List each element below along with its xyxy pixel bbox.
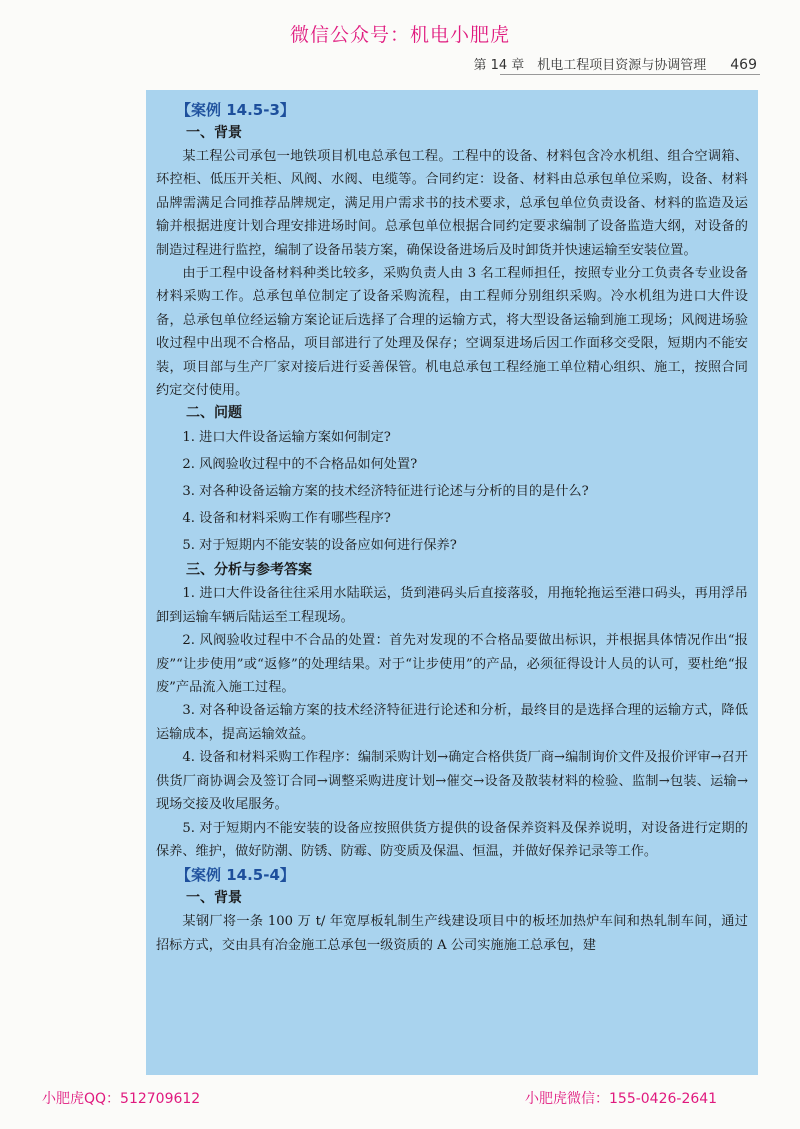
question-item: 4. 设备和材料采购工作有哪些程序? — [182, 510, 391, 526]
footer-wechat: 小肥虎微信：155-0426-2641 — [525, 1091, 718, 1107]
panel-content — [156, 98, 748, 957]
answer-paragraph: 2. 风阀验收过程中不合品的处置：首先对发现的不合格品要做出标识，并根据具体情况作出“报废”“让步使用”或“返修”的处理结果。对于“让步使用”的产品，必须征得设计人员的认可，要杜绝“报废”产品流入施工过程。 — [156, 633, 748, 696]
question-item: 3. 对各种设备运输方案的技术经济特征进行论述与分析的目的是什么? — [182, 484, 589, 500]
paragraph: 由于工程中设备材料种类比较多，采购负责人由 3 名工程师担任，按照专业分工负责各专业设备材料采购工作。总承包单位制定了设备采购流程，由工程师分别组织采购。冷水机组为进口大件设备，总承包单位经运输方案论证后选择了合理的运输方式，将大型设备运输到施工现场；风阀进场验收过程中出现不合格品，项目部进行了处理及保存；空调泵进场后因工作面移交受限，短期内不能安装，项目部与生产厂家对接后进行妥善保管。机电总承包工程经施工单位精心组织、施工，按照合同约定交付使用。 — [156, 266, 748, 399]
page-number: 469 — [730, 57, 757, 73]
section-heading: 一、背景 — [186, 125, 242, 141]
watermark-top: 微信公众号：机电小肥虎 — [289, 24, 510, 46]
paragraph: 某钢厂将一条 100 万 t/ 年宽厚板轧制生产线建设项目中的板坯加热炉车间和热轧制车间，通过招标方式，交由具有冶金施工总承包一级资质的 A 公司实施施工总承包，建 — [156, 914, 748, 953]
footer-qq: 小肥虎QQ：512709612 — [42, 1091, 201, 1107]
answer-paragraph: 5. 对于短期内不能安装的设备应按照供货方提供的设备保养资料及保养说明，对设备进行定期的保养、维护，做好防潮、防锈、防霉、防变质及保温、恒温，并做好保养记录等工作。 — [156, 820, 748, 859]
answer-paragraph: 4. 设备和材料采购工作程序：编制采购计划→确定合格供货厂商→编制询价文件及报价评审→召开供货厂商协调会及签订合同→调整采购进度计划→催交→设备及散装材料的检验、监制→包装、运输→现场交接及收尾服务。 — [156, 750, 748, 813]
running-head — [473, 54, 757, 73]
header-rule — [500, 74, 760, 75]
section-heading: 一、背景 — [186, 890, 242, 907]
answer-paragraph: 1. 进口大件设备往往采用水陆联运，货到港码头后直接落驳，用拖轮拖运至港口码头，再用浮吊卸到运输车辆后陆运至工程现场。 — [156, 586, 748, 625]
chapter-title: 第 14 章 机电工程项目资源与协调管理 — [473, 58, 707, 73]
paragraph: 某工程公司承包一地铁项目机电总承包工程。工程中的设备、材料包含冷水机组、组合空调箱、环控柜、低压开关柜、风阀、水阀、电缆等。合同约定：设备、材料由总承包单位采购，设备、材料品牌需满足合同推荐品牌规定，满足用户需求书的技术要求，总承包单位负责设备、材料的监造及运输并根据进度计划合理安排进场时间。总承包单位根据合同约定要求编制了设备监造大纲，对设备的制造过程进行监控，编制了设备吊装方案，确保设备进场后及时卸货并快速运输至安装位置。 — [156, 149, 748, 258]
question-item: 1. 进口大件设备运输方案如何制定? — [182, 430, 391, 446]
section-heading: 二、问题 — [186, 405, 242, 422]
question-item: 5. 对于短期内不能安装的设备应如何进行保养? — [182, 537, 457, 553]
case-title: 【案例 14.5-4】 — [176, 866, 295, 885]
section-heading: 三、分析与参考答案 — [186, 562, 312, 579]
case-panel — [146, 90, 758, 1075]
question-item: 2. 风阀验收过程中的不合格品如何处置? — [182, 457, 418, 473]
case-title: 【案例 14.5-3】 — [176, 101, 295, 119]
answer-paragraph: 3. 对各种设备运输方案的技术经济特征进行论述和分析，最终目的是选择合理的运输方式，降低运输成本，提高运输效益。 — [156, 703, 748, 742]
